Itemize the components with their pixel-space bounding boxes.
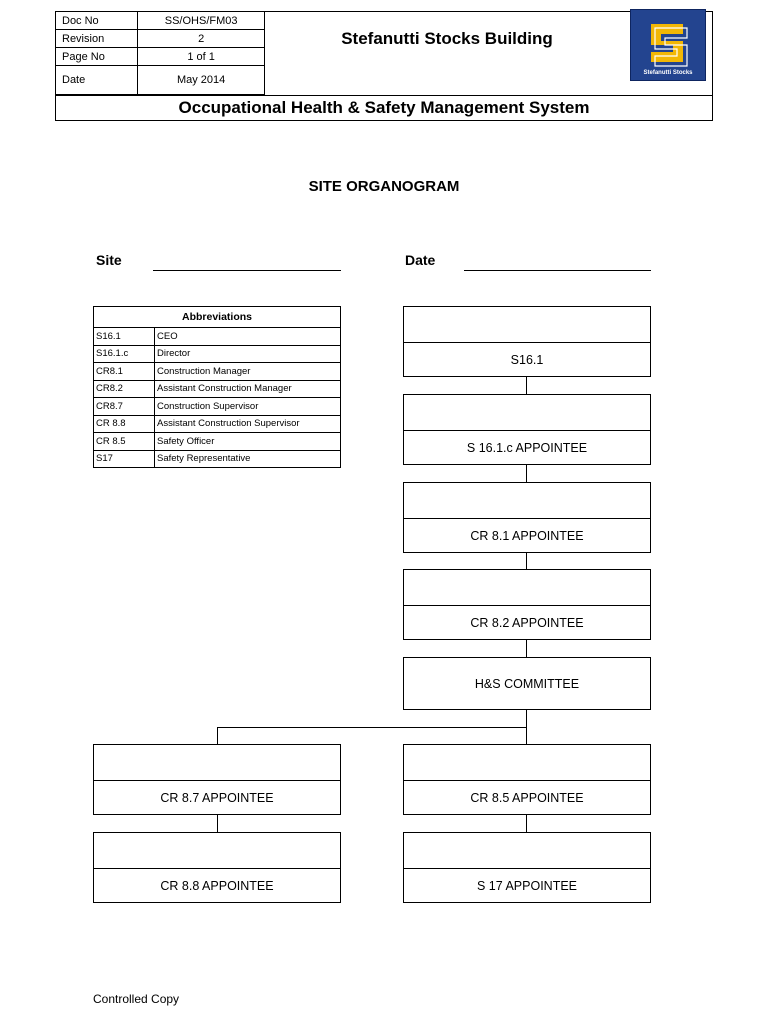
logo-caption: Stefanutti Stocks [643,70,693,76]
meta-label: Revision [56,30,138,48]
table-row [94,433,341,451]
abbr-meaning: Safety Representative [155,450,341,468]
org-role-label: CR 8.7 APPOINTEE [160,790,274,805]
org-role-label: CR 8.8 APPOINTEE [160,878,274,893]
meta-row [56,48,265,66]
abbr-code: S16.1 [94,328,155,346]
table-row [94,450,341,468]
connector-line [217,727,527,728]
abbr-meaning: Construction Manager [155,363,341,381]
org-role-label: S 16.1.c APPOINTEE [466,440,588,455]
abbr-meaning: Safety Officer [155,433,341,451]
meta-value: May 2014 [138,66,265,95]
table-row [94,328,341,346]
table-row [94,380,341,398]
table-row [94,363,341,381]
abbr-code: CR 8.8 [94,415,155,433]
org-box-cr87 [93,744,341,815]
abbr-code: CR 8.5 [94,433,155,451]
org-role-label: CR 8.5 APPOINTEE [470,790,584,805]
meta-value: 1 of 1 [138,48,265,66]
name-slot[interactable] [404,483,650,519]
org-role-label: H&S COMMITTEE [474,676,580,691]
document-header [55,11,713,121]
name-slot[interactable] [404,570,650,606]
company-name: Stefanutti Stocks Building [341,28,553,48]
abbr-meaning: CEO [155,328,341,346]
page-title: SITE ORGANOGRAM [308,178,460,195]
meta-row [56,66,265,95]
connector-line [526,814,527,832]
org-box-s161c [403,394,651,465]
abbreviations-table [93,306,341,468]
org-box-committee [403,657,651,710]
meta-label: Date [56,66,138,95]
abbr-code: S17 [94,450,155,468]
org-box-s17 [403,832,651,903]
site-field[interactable] [153,270,341,271]
connector-line [526,552,527,569]
meta-value: 2 [138,30,265,48]
connector-line [526,464,527,482]
org-box-cr88 [93,832,341,903]
meta-row [56,12,265,30]
name-slot[interactable] [404,395,650,431]
connector-line [217,727,218,744]
abbr-meaning: Assistant Construction Supervisor [155,415,341,433]
connector-line [526,639,527,657]
name-slot[interactable] [94,833,340,869]
name-slot[interactable] [404,307,650,343]
abbr-meaning: Director [155,345,341,363]
table-row [94,345,341,363]
footer-controlled-copy: Controlled Copy [93,992,180,1006]
date-field[interactable] [464,270,651,271]
abbreviations-heading: Abbreviations [94,307,341,328]
date-label: Date [405,252,436,268]
system-title: Occupational Health & Safety Management System [178,98,590,117]
abbr-meaning: Assistant Construction Manager [155,380,341,398]
meta-row [56,30,265,48]
connector-line [526,377,527,394]
name-slot[interactable] [94,745,340,781]
abbr-code: CR8.2 [94,380,155,398]
meta-label: Doc No [56,12,138,30]
meta-value: SS/OHS/FM03 [138,12,265,30]
org-box-cr81 [403,482,651,553]
document-meta-table [56,12,265,95]
org-role-label: S 17 APPOINTEE [476,878,578,893]
abbr-meaning: Construction Supervisor [155,398,341,416]
name-slot[interactable] [404,745,650,781]
org-role-label: S16.1 [510,352,544,367]
table-row [94,398,341,416]
meta-label: Page No [56,48,138,66]
org-role-label: CR 8.1 APPOINTEE [470,528,584,543]
table-row [94,415,341,433]
abbr-code: CR8.7 [94,398,155,416]
org-box-cr82 [403,569,651,640]
abbr-code: CR8.1 [94,363,155,381]
org-box-s161 [403,306,651,377]
connector-line [217,814,218,832]
abbr-code: S16.1.c [94,345,155,363]
site-label: Site [96,252,122,268]
org-role-label: CR 8.2 APPOINTEE [470,615,584,630]
company-logo [630,9,706,81]
name-slot[interactable] [404,833,650,869]
org-box-cr85 [403,744,651,815]
